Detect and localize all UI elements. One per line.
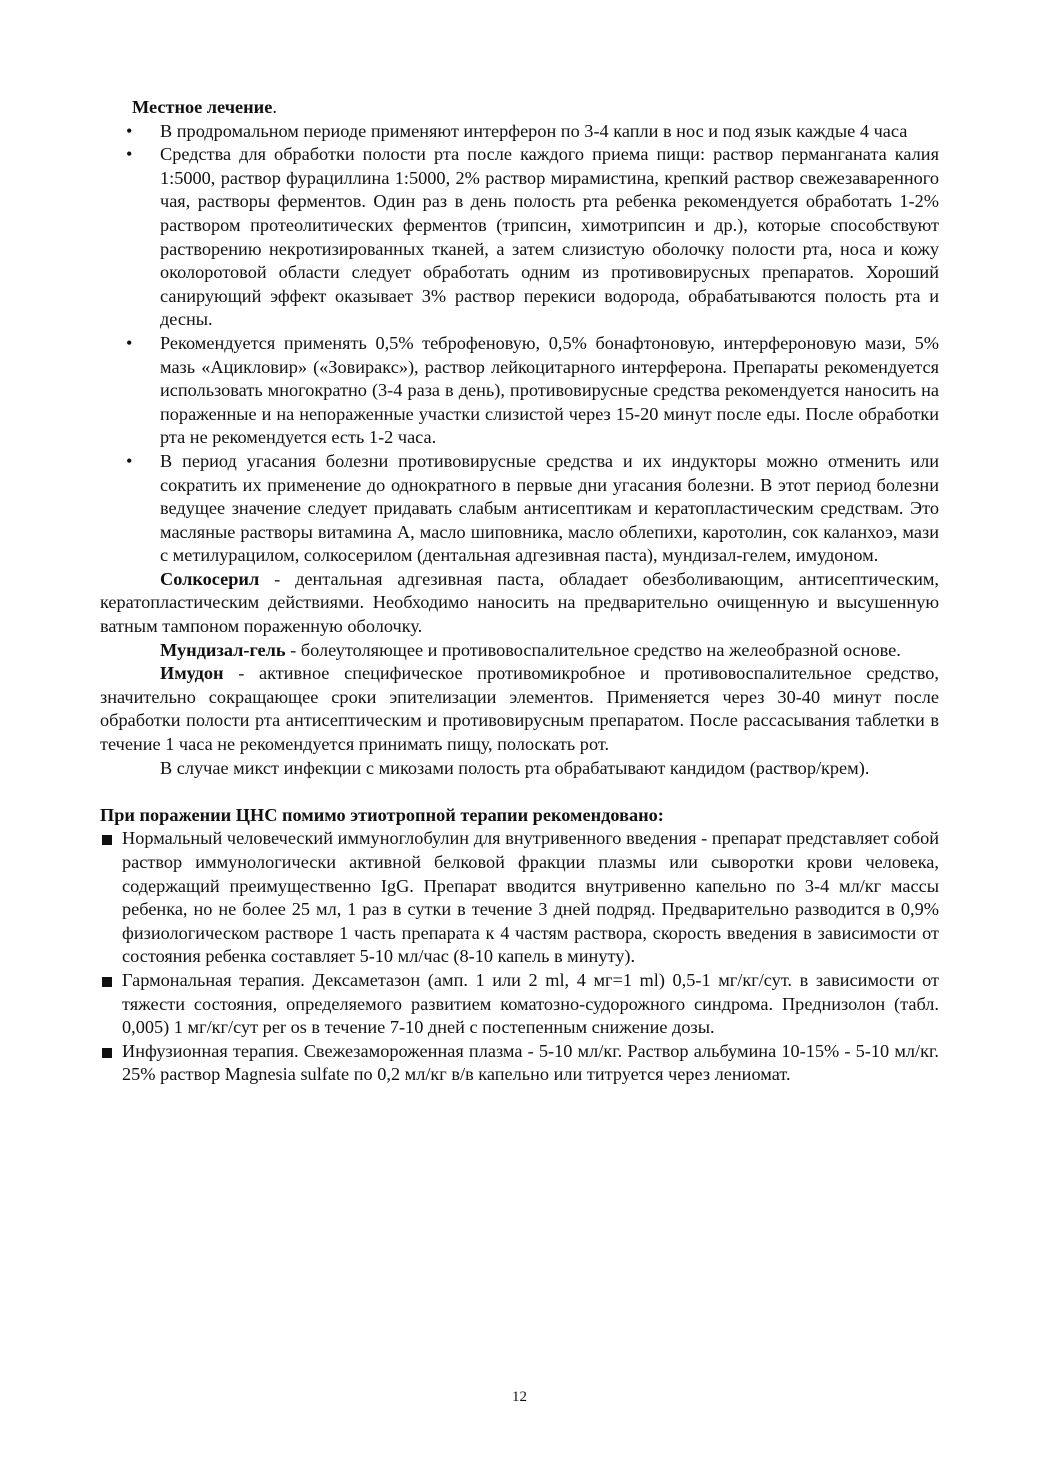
drug-description: - болеутоляющее и противовоспалительное средство на желеобразной основе. <box>285 639 901 660</box>
mycosis-note: В случае микст инфекции с микозами полость рта обрабатывают кандидом (раствор/крем). <box>160 757 870 778</box>
drug-description: - активное специфическое противомикробное и противовоспалительное средство, значительно сокращающее сроки эпителизации элементов. Применяется через 30-40 минут после обработки полости рта антисептическим и противовирусным препаратом. После рассасывания таблетки в течение 1 часа не рекомендуется принимать пищу, полоскать рот. <box>100 663 939 755</box>
drug-paragraph-imudon <box>100 662 939 756</box>
drug-name: Солкосерил <box>160 568 260 589</box>
drug-name: Мундизал-гель <box>160 639 286 660</box>
list-item: • Рекомендуется применять 0,5% теброфеновую, 0,5% бонафтоновую, интерфероновую мази, 5% мазь «Ацикловир» («Зовиракс»), раствор лейкоцитарного интерферона. Препараты рекомендуется использовать многократно (3-4 раза в день), противовирусные средства рекомендуется наносить на пораженные и на непораженные участки слизистой через 15-20 минут после еды. После обработки рта не рекомендуется есть 1-2 часа. <box>100 332 939 450</box>
list-item: Нормальный человеческий иммуноглобулин для внутривенного введения - препарат представляет собой раствор иммунологически активной белковой фракции плазмы или сыворотки крови человека, содержащий преимущественно IgG. Препарат вводится внутривенно капельно по 3-4 мл/кг массы ребенка, но не более 25 мл, 1 раз в сутки в течение 3 дней подряд. Предварительно разводится в 0,9% физиологическом растворе 1 часть препарата к 4 частям раствора, скорость введения в зависимости от состояния ребенка составляет 5-10 мл/час (8-10 капель в минуту). <box>100 827 939 969</box>
local-treatment-title: Местное лечение <box>132 97 273 117</box>
drug-description: - дентальная адгезивная паста, обладает обезболивающим, антисептическим, кератопластическим действиями. Необходимо наносить на предварительно очищенную и высушенную ватным тампоном пораженную оболочку. <box>100 568 939 637</box>
drug-name: Имудон <box>160 663 224 684</box>
list-item: Инфузионная терапия. Свежезамороженная плазма - 5-10 мл/кг. Раствор альбумина 10-15% - 5-10 мл/кг. 25% раствор Magnesia sulfate по 0,2 мл/кг в/в капельно или титруется через лениомат. <box>100 1040 939 1087</box>
list-item: • В продромальном периоде применяют интерферон по 3-4 капли в нос и под язык каждые 4 часа <box>100 120 939 144</box>
list-item: Гармональная терапия. Дексаметазон (амп. 1 или 2 ml, 4 мг=1 ml) 0,5-1 мг/кг/сут. в зависимости от тяжести состояния, определяемого развитием коматозно-судорожного синдрома. Преднизолон (табл. 0,005) 1 мг/кг/сут per os в течение 7-10 дней с постепенным снижение дозы. <box>100 969 939 1040</box>
drug-paragraph-solcoseryl <box>100 568 939 639</box>
cns-therapy-list <box>100 827 939 1087</box>
page-number: 12 <box>512 1389 527 1405</box>
section-spacer <box>100 780 939 804</box>
drug-paragraph-mundizal <box>100 639 939 663</box>
list-item: • В период угасания болезни противовирусные средства и их индукторы можно отменить или сократить их применение до однократного в первые дни угасания болезни. В этот период болезни ведущее значение следует придавать слабым антисептикам и кератопластическим средствам. Это масляные растворы витамина А, масло шиповника, масло облепихи, каротолин, сок каланхоэ, мази с метилурацилом, солкосерилом (дентальная адгезивная паста), мундизал-гелем, имудоном. <box>100 450 939 568</box>
cns-heading: При поражении ЦНС помимо этиотропной терапии рекомендовано: <box>100 804 664 825</box>
local-treatment-heading <box>132 96 939 120</box>
list-item: • Средства для обработки полости рта после каждого приема пищи: раствор перманганата калия 1:5000, раствор фурациллина 1:5000, 2% раствор мирамистина, крепкий раствор свежезаваренного чая, растворы ферментов. Один раз в день полость рта ребенка рекомендуется обработать 1-2% раствором протеолитических ферментов (трипсин, химотрипсин и др.), которые способствуют растворению некротизированных тканей, а затем слизистую оболочку полости рта, носа и кожу околоротовой области следует обработать одним из противовирусных препаратов. Хороший санирующий эффект оказывает 3% раствор перекиси водорода, обрабатываются полость рта и десны. <box>100 143 939 332</box>
local-treatment-list <box>100 120 939 568</box>
local-treatment-title-dot: . <box>272 97 277 117</box>
page-content <box>100 96 939 1087</box>
